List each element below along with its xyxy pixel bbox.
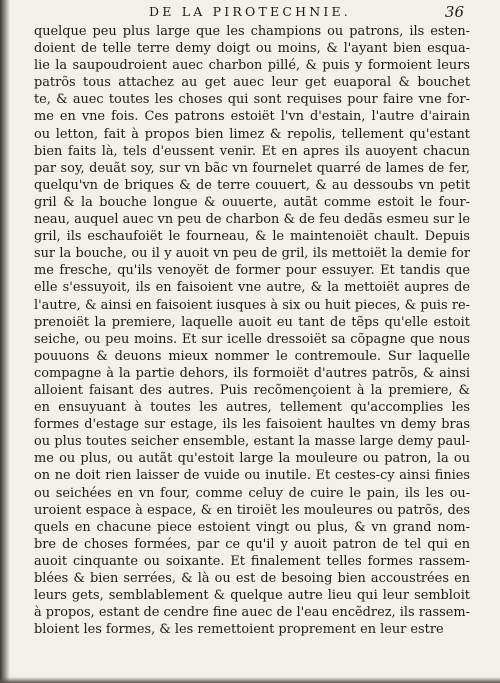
text-line: uroient espace à espace, & en tiroiët les mouleures ou patrõs, des	[34, 502, 470, 518]
page-bottom-edge	[0, 677, 500, 683]
text-line: leurs gets, semblablement & quelque autre lieu qui leur sembloit	[34, 588, 470, 604]
text-line: quelqu'vn de briques & de terre couuert, & au dessoubs vn petit	[34, 177, 470, 193]
text-line: patrõs tous attachez au get auec leur get euaporal & bouchet	[34, 75, 470, 91]
text-line: quelque peu plus large que les champions ou patrons, ils esten-	[34, 24, 470, 39]
page-number: 36	[444, 3, 464, 21]
text-line: ou plus toutes seicher ensemble, estant la masse large demy paul-	[34, 434, 470, 450]
text-line: lie la saupoudroient auec charbon pillé, & puis y formoient leurs	[34, 58, 470, 74]
text-line: bien faits là, tels d'eussent venir. Et en apres ils auoyent chacun	[34, 143, 470, 159]
text-line: neau, auquel auec vn peu de charbon & de feu dedãs esmeu sur le	[34, 212, 470, 228]
running-head: DE LA PIROTECHNIE.	[149, 4, 351, 19]
text-line: te, & auec toutes les choses qui sont requises pour faire vne for-	[34, 92, 470, 108]
text-line: formes d'estage sur estage, ils les faisoient haultes vn demy bras	[34, 417, 470, 433]
text-line: prenoiët la premiere, laquelle auoit eu tant de tẽps qu'elle estoit	[34, 314, 470, 330]
text-line: ou seichées en vn four, comme celuy de cuire le pain, ils les ou-	[34, 485, 470, 501]
text-line: on ne doit rien laisser de vuide ou inutile. Et cestes-cy ainsi finies	[34, 468, 470, 484]
text-line: me ou plus, ou autãt qu'estoit large la mouleure ou patron, la ou	[34, 451, 470, 467]
text-line: pouuons & deuons mieux nommer le contremoule. Sur laquelle	[34, 348, 470, 364]
text-line: à propos, estant de cendre fine auec de l'eau encẽdrez, ils rassem-	[34, 605, 470, 621]
text-line: me fresche, qu'ils venoyët de former pour essuyer. Et tandis que	[34, 263, 470, 279]
text-line: alloient faisant des autres. Puis recõmençoient à la premiere, &	[34, 382, 470, 398]
text-line: bloient les formes, & les remettoient proprement en leur estre	[34, 622, 444, 638]
text-line: quels en chacune piece estoient vingt ou plus, & vn grand nom-	[34, 519, 470, 535]
text-line: compagne à la partie dehors, ils formoiët d'autres patrõs, & ainsi	[34, 365, 470, 381]
body-text	[34, 23, 470, 638]
text-line: ou letton, fait à propos bien limez & repolis, tellement qu'estant	[34, 126, 470, 142]
text-line: doient de telle terre demy doigt ou moins, & l'ayant bien esqua-	[34, 41, 470, 57]
text-line: bre de choses formées, par ce qu'il y auoit patron de tel qui en	[34, 536, 470, 552]
text-line: me en vne fois. Ces patrons estoiët l'vn d'estain, l'autre d'airain	[34, 109, 470, 125]
text-line: gril, ils eschaufoiët le fourneau, & le maintenoiët chault. Depuis	[34, 229, 470, 245]
text-line: l'autre, & ainsi en faisoient iusques à six ou huit pieces, & puis re-	[34, 297, 470, 313]
text-line: auoit cinquante ou soixante. Et finalement telles formes rassem-	[34, 553, 470, 569]
text-line: elle s'essuyoit, ils en faisoient vne autre, & la mettoiët aupres de	[34, 280, 470, 296]
text-line: gril & la bouche longue & ouuerte, autãt comme estoit le four-	[34, 194, 470, 210]
text-line: sur la bouche, ou il y auoit vn peu de gril, ils mettoiët la demie for	[34, 246, 470, 262]
text-line: par soy, deuãt soy, sur vn bãc vn fournelet quarré de lames de fer,	[34, 160, 470, 176]
page-header	[0, 2, 500, 22]
text-line: en ensuyuant à toutes les autres, tellement qu'accomplies les	[34, 400, 470, 416]
binding-shadow	[0, 0, 10, 683]
text-line: blées & bien serrées, & là ou est de besoing bien accoustrées en	[34, 571, 470, 586]
text-line: seiche, ou peu moins. Et sur icelle dressoiët sa cõpagne que nous	[34, 331, 470, 347]
